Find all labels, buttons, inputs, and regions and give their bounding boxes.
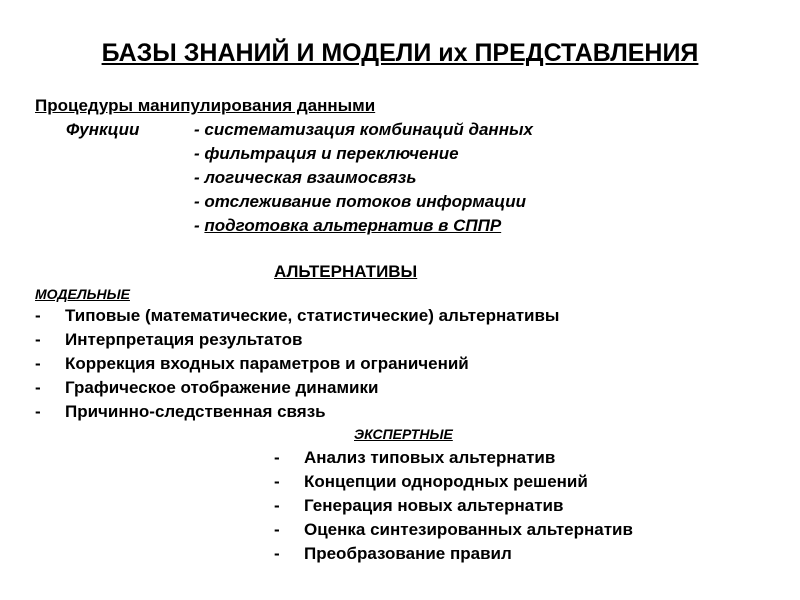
- model-item-text: Графическое отображение динамики: [65, 378, 379, 397]
- bullet-dash: -: [35, 378, 41, 397]
- model-item-text: Коррекция входных параметров и ограничений: [65, 354, 469, 373]
- expert-item-text: Концепции однородных решений: [304, 472, 588, 491]
- bullet-dash: -: [35, 402, 41, 421]
- function-item-highlighted: - подготовка альтернатив в СППР: [194, 216, 502, 235]
- model-heading: МОДЕЛЬНЫЕ: [35, 286, 130, 302]
- model-item-text: Типовые (математические, статистические) альтернативы: [65, 306, 560, 325]
- expert-item-text: Преобразование правил: [304, 544, 512, 563]
- function-item: - фильтрация и переключение: [194, 144, 459, 163]
- model-item-text: Причинно-следственная связь: [65, 402, 326, 421]
- bullet-dash: -: [274, 520, 280, 539]
- procedures-heading: Процедуры манипулирования данными: [35, 96, 376, 115]
- function-item: - систематизация комбинаций данных: [194, 120, 533, 139]
- function-item: - логическая взаимосвязь: [194, 168, 417, 187]
- functions-label: Функции: [66, 120, 140, 139]
- model-item-text: Интерпретация результатов: [65, 330, 303, 349]
- bullet-dash: -: [35, 354, 41, 373]
- bullet-dash: -: [274, 448, 280, 467]
- bullet-dash: -: [274, 472, 280, 491]
- expert-item-text: Оценка синтезированных альтернатив: [304, 520, 633, 539]
- expert-item-text: Генерация новых альтернатив: [304, 496, 564, 515]
- page-title: БАЗЫ ЗНАНИЙ И МОДЕЛИ их ПРЕДСТАВЛЕНИЯ: [101, 39, 699, 67]
- alternatives-heading: АЛЬТЕРНАТИВЫ: [274, 262, 418, 281]
- bullet-dash: -: [35, 306, 41, 325]
- expert-item-text: Анализ типовых альтернатив: [304, 448, 556, 467]
- bullet-dash: -: [35, 330, 41, 349]
- expert-heading: ЭКСПЕРТНЫЕ: [354, 426, 453, 442]
- bullet-dash: -: [274, 496, 280, 515]
- bullet-dash: -: [274, 544, 280, 563]
- function-item: - отслеживание потоков информации: [194, 192, 526, 211]
